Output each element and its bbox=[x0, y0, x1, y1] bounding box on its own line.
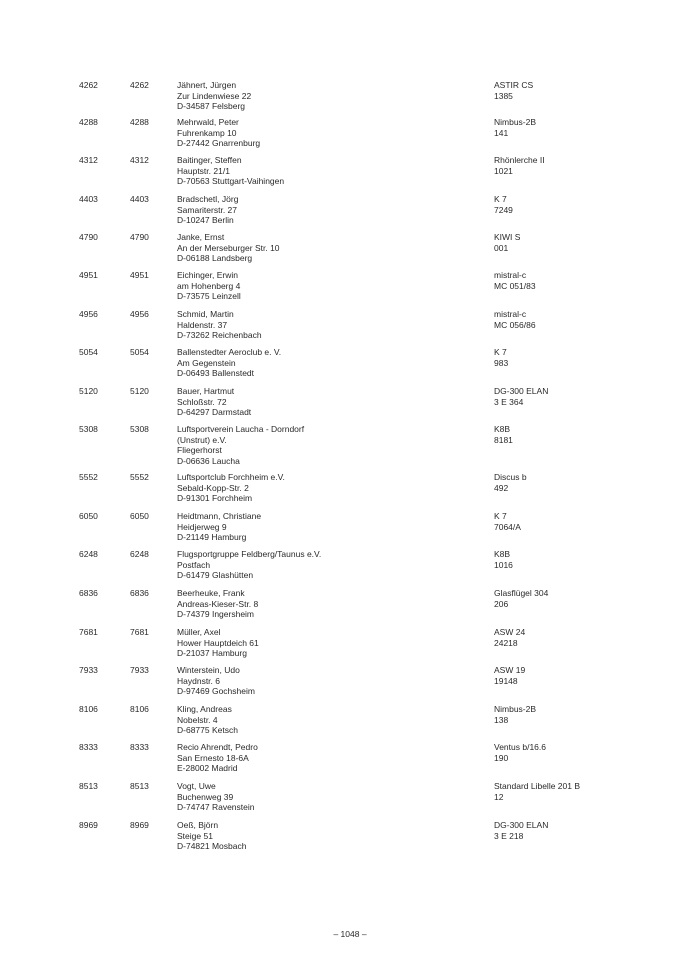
glider-info bbox=[494, 232, 684, 253]
address-line: Sebald-Kopp-Str. 2 bbox=[177, 482, 249, 493]
glider-serial: 7064/A bbox=[494, 521, 521, 532]
owner-address bbox=[177, 742, 467, 774]
owner-address bbox=[177, 80, 467, 112]
owner-address bbox=[177, 194, 467, 226]
address-line: D-74379 Ingersheim bbox=[177, 609, 255, 620]
address-line: D-74747 Ravenstein bbox=[177, 802, 255, 813]
address-line: Kling, Andreas bbox=[177, 704, 232, 714]
entry-number: 4262 bbox=[79, 80, 98, 90]
owner-address bbox=[177, 781, 467, 813]
glider-type: Nimbus-2B bbox=[494, 704, 537, 714]
glider-type: K 7 bbox=[494, 194, 507, 204]
glider-info bbox=[494, 781, 684, 802]
address-line: D-34587 Felsberg bbox=[177, 101, 246, 112]
glider-info bbox=[494, 588, 684, 609]
glider-serial: 190 bbox=[494, 752, 509, 763]
address-line: Fuhrenkamp 10 bbox=[177, 127, 237, 138]
entry-number: 5552 bbox=[79, 472, 98, 482]
address-line: Beerheuke, Frank bbox=[177, 588, 245, 598]
owner-address bbox=[177, 627, 467, 659]
glider-serial: 24218 bbox=[494, 637, 518, 648]
owner-address bbox=[177, 472, 467, 504]
entry-number: 4288 bbox=[79, 117, 98, 127]
address-line: Haydnstr. 6 bbox=[177, 675, 220, 686]
entry-number-secondary: 4790 bbox=[130, 232, 149, 242]
entry-number-secondary: 4956 bbox=[130, 309, 149, 319]
entry-number-secondary: 8969 bbox=[130, 820, 149, 830]
entry-number: 5120 bbox=[79, 386, 98, 396]
glider-info bbox=[494, 511, 684, 532]
address-line: D-64297 Darmstadt bbox=[177, 407, 252, 418]
owner-address bbox=[177, 588, 467, 620]
address-line: Nobelstr. 4 bbox=[177, 714, 218, 725]
glider-type: ASW 19 bbox=[494, 665, 526, 675]
entry-number-secondary: 5054 bbox=[130, 347, 149, 357]
owner-address bbox=[177, 232, 467, 264]
entry-number-secondary: 4288 bbox=[130, 117, 149, 127]
glider-info bbox=[494, 627, 684, 648]
address-line: D-73262 Reichenbach bbox=[177, 330, 262, 341]
address-line: Haldenstr. 37 bbox=[177, 319, 228, 330]
address-line: D-06636 Laucha bbox=[177, 455, 240, 466]
entry-number-secondary: 8333 bbox=[130, 742, 149, 752]
entry-number: 7933 bbox=[79, 665, 98, 675]
entry-number-secondary: 4262 bbox=[130, 80, 149, 90]
owner-address bbox=[177, 511, 467, 543]
entry-number-secondary: 4312 bbox=[130, 155, 149, 165]
address-line: Heidjerweg 9 bbox=[177, 521, 227, 532]
owner-address bbox=[177, 270, 467, 302]
glider-info bbox=[494, 424, 684, 445]
address-line: Am Gegenstein bbox=[177, 357, 236, 368]
glider-info bbox=[494, 820, 684, 841]
glider-type: DG-300 ELAN bbox=[494, 820, 549, 830]
glider-serial: 001 bbox=[494, 242, 509, 253]
glider-type: K 7 bbox=[494, 511, 507, 521]
owner-address bbox=[177, 549, 467, 581]
glider-info bbox=[494, 742, 684, 763]
glider-serial: MC 056/86 bbox=[494, 319, 536, 330]
entry-number: 8106 bbox=[79, 704, 98, 714]
glider-serial: 141 bbox=[494, 127, 509, 138]
address-line: Mehrwald, Peter bbox=[177, 117, 239, 127]
entry-number: 6248 bbox=[79, 549, 98, 559]
owner-address bbox=[177, 704, 467, 736]
glider-serial: 3 E 218 bbox=[494, 830, 524, 841]
entry-number: 4951 bbox=[79, 270, 98, 280]
glider-info bbox=[494, 80, 684, 101]
address-line: D-61479 Glashütten bbox=[177, 570, 254, 581]
address-line: D-27442 Gnarrenburg bbox=[177, 138, 261, 149]
address-line: D-70563 Stuttgart-Vaihingen bbox=[177, 176, 285, 187]
address-line: am Hohenberg 4 bbox=[177, 280, 241, 291]
address-line: Müller, Axel bbox=[177, 627, 221, 637]
glider-serial: 1016 bbox=[494, 559, 513, 570]
glider-type: Nimbus-2B bbox=[494, 117, 537, 127]
glider-info bbox=[494, 347, 684, 368]
entry-number: 5054 bbox=[79, 347, 98, 357]
address-line: Hauptstr. 21/1 bbox=[177, 165, 230, 176]
entry-number-secondary: 7681 bbox=[130, 627, 149, 637]
glider-serial: MC 051/83 bbox=[494, 280, 536, 291]
entry-number-secondary: 4951 bbox=[130, 270, 149, 280]
glider-info bbox=[494, 665, 684, 686]
address-line: Vogt, Uwe bbox=[177, 781, 216, 791]
address-line: Eichinger, Erwin bbox=[177, 270, 238, 280]
glider-serial: 7249 bbox=[494, 204, 513, 215]
owner-address bbox=[177, 820, 467, 852]
entry-number: 6836 bbox=[79, 588, 98, 598]
entry-number: 7681 bbox=[79, 627, 98, 637]
address-line: D-10247 Berlin bbox=[177, 215, 234, 226]
entry-number-secondary: 5120 bbox=[130, 386, 149, 396]
address-line: Oeß, Björn bbox=[177, 820, 219, 830]
owner-address bbox=[177, 309, 467, 341]
glider-type: Ventus b/16.6 bbox=[494, 742, 546, 752]
glider-info bbox=[494, 309, 684, 330]
address-line: Schmid, Martin bbox=[177, 309, 234, 319]
address-line: Flugsportgruppe Feldberg/Taunus e.V. bbox=[177, 549, 322, 559]
glider-type: KIWI S bbox=[494, 232, 521, 242]
address-line: D-21037 Hamburg bbox=[177, 648, 247, 659]
glider-serial: 138 bbox=[494, 714, 509, 725]
entry-number: 4956 bbox=[79, 309, 98, 319]
glider-info bbox=[494, 194, 684, 215]
address-line: D-21149 Hamburg bbox=[177, 532, 247, 543]
address-line: Heidtmann, Christiane bbox=[177, 511, 262, 521]
glider-info bbox=[494, 155, 684, 176]
address-line: D-97469 Gochsheim bbox=[177, 686, 255, 697]
owner-address bbox=[177, 665, 467, 697]
address-line: Luftsportclub Forchheim e.V. bbox=[177, 472, 285, 482]
glider-type: K8B bbox=[494, 424, 511, 434]
address-line: Janke, Ernst bbox=[177, 232, 225, 242]
address-line: D-06493 Ballenstedt bbox=[177, 368, 255, 379]
glider-type: mistral-c bbox=[494, 270, 527, 280]
address-line: Bradschetl, Jörg bbox=[177, 194, 239, 204]
owner-address bbox=[177, 424, 467, 466]
entry-number: 4312 bbox=[79, 155, 98, 165]
glider-info bbox=[494, 472, 684, 493]
owner-address bbox=[177, 155, 467, 187]
address-line: Recio Ahrendt, Pedro bbox=[177, 742, 258, 752]
glider-serial: 206 bbox=[494, 598, 509, 609]
owner-address bbox=[177, 386, 467, 418]
address-line: Ballenstedter Aeroclub e. V. bbox=[177, 347, 282, 357]
address-line: Zur Lindenwiese 22 bbox=[177, 90, 252, 101]
address-line: Luftsportverein Laucha - Dorndorf bbox=[177, 424, 305, 434]
address-line: An der Merseburger Str. 10 bbox=[177, 242, 280, 253]
entry-number: 4403 bbox=[79, 194, 98, 204]
address-line: Schloßstr. 72 bbox=[177, 396, 227, 407]
glider-serial: 12 bbox=[494, 791, 504, 802]
address-line: Buchenweg 39 bbox=[177, 791, 234, 802]
entry-number-secondary: 6248 bbox=[130, 549, 149, 559]
address-line: Bauer, Hartmut bbox=[177, 386, 235, 396]
address-line: Hower Hauptdeich 61 bbox=[177, 637, 259, 648]
glider-serial: 983 bbox=[494, 357, 509, 368]
entry-number: 4790 bbox=[79, 232, 98, 242]
entry-number-secondary: 6050 bbox=[130, 511, 149, 521]
glider-info bbox=[494, 270, 684, 291]
address-line: D-74821 Mosbach bbox=[177, 841, 247, 852]
entry-number-secondary: 8513 bbox=[130, 781, 149, 791]
glider-info bbox=[494, 704, 684, 725]
owner-address bbox=[177, 117, 467, 149]
glider-type: ASW 24 bbox=[494, 627, 526, 637]
glider-info bbox=[494, 549, 684, 570]
address-line: Steige 51 bbox=[177, 830, 213, 841]
glider-serial: 1021 bbox=[494, 165, 513, 176]
glider-serial: 3 E 364 bbox=[494, 396, 524, 407]
glider-serial: 1385 bbox=[494, 90, 513, 101]
glider-serial: 19148 bbox=[494, 675, 518, 686]
glider-type: K 7 bbox=[494, 347, 507, 357]
address-line: D-73575 Leinzell bbox=[177, 291, 241, 302]
address-line: Postfach bbox=[177, 559, 211, 570]
address-line: Fliegerhorst bbox=[177, 445, 222, 456]
address-line: (Unstrut) e.V. bbox=[177, 434, 227, 445]
glider-type: Rhönlerche II bbox=[494, 155, 545, 165]
address-line: Jähnert, Jürgen bbox=[177, 80, 237, 90]
address-line: D-06188 Landsberg bbox=[177, 253, 253, 264]
entry-number-secondary: 5308 bbox=[130, 424, 149, 434]
glider-type: mistral-c bbox=[494, 309, 527, 319]
glider-type: Glasflügel 304 bbox=[494, 588, 549, 598]
glider-info bbox=[494, 386, 684, 407]
entry-number: 8513 bbox=[79, 781, 98, 791]
entry-number-secondary: 5552 bbox=[130, 472, 149, 482]
glider-type: Discus b bbox=[494, 472, 527, 482]
entry-number-secondary: 8106 bbox=[130, 704, 149, 714]
glider-serial: 492 bbox=[494, 482, 509, 493]
address-line: D-68775 Ketsch bbox=[177, 725, 238, 736]
address-line: E-28002 Madrid bbox=[177, 763, 238, 774]
entry-number: 5308 bbox=[79, 424, 98, 434]
glider-info bbox=[494, 117, 684, 138]
address-line: San Ernesto 18-6A bbox=[177, 752, 249, 763]
entry-number-secondary: 7933 bbox=[130, 665, 149, 675]
entry-number-secondary: 6836 bbox=[130, 588, 149, 598]
glider-type: ASTIR CS bbox=[494, 80, 534, 90]
page-number: – 1048 – bbox=[333, 929, 367, 939]
address-line: Baitinger, Steffen bbox=[177, 155, 242, 165]
address-line: Winterstein, Udo bbox=[177, 665, 240, 675]
address-line: D-91301 Forchheim bbox=[177, 493, 253, 504]
entry-number: 8969 bbox=[79, 820, 98, 830]
entry-number-secondary: 4403 bbox=[130, 194, 149, 204]
glider-type: Standard Libelle 201 B bbox=[494, 781, 581, 791]
glider-serial: 8181 bbox=[494, 434, 513, 445]
address-line: Andreas-Kieser-Str. 8 bbox=[177, 598, 259, 609]
address-line: Samariterstr. 27 bbox=[177, 204, 237, 215]
glider-type: DG-300 ELAN bbox=[494, 386, 549, 396]
entry-number: 6050 bbox=[79, 511, 98, 521]
entry-number: 8333 bbox=[79, 742, 98, 752]
owner-address bbox=[177, 347, 467, 379]
glider-type: K8B bbox=[494, 549, 511, 559]
